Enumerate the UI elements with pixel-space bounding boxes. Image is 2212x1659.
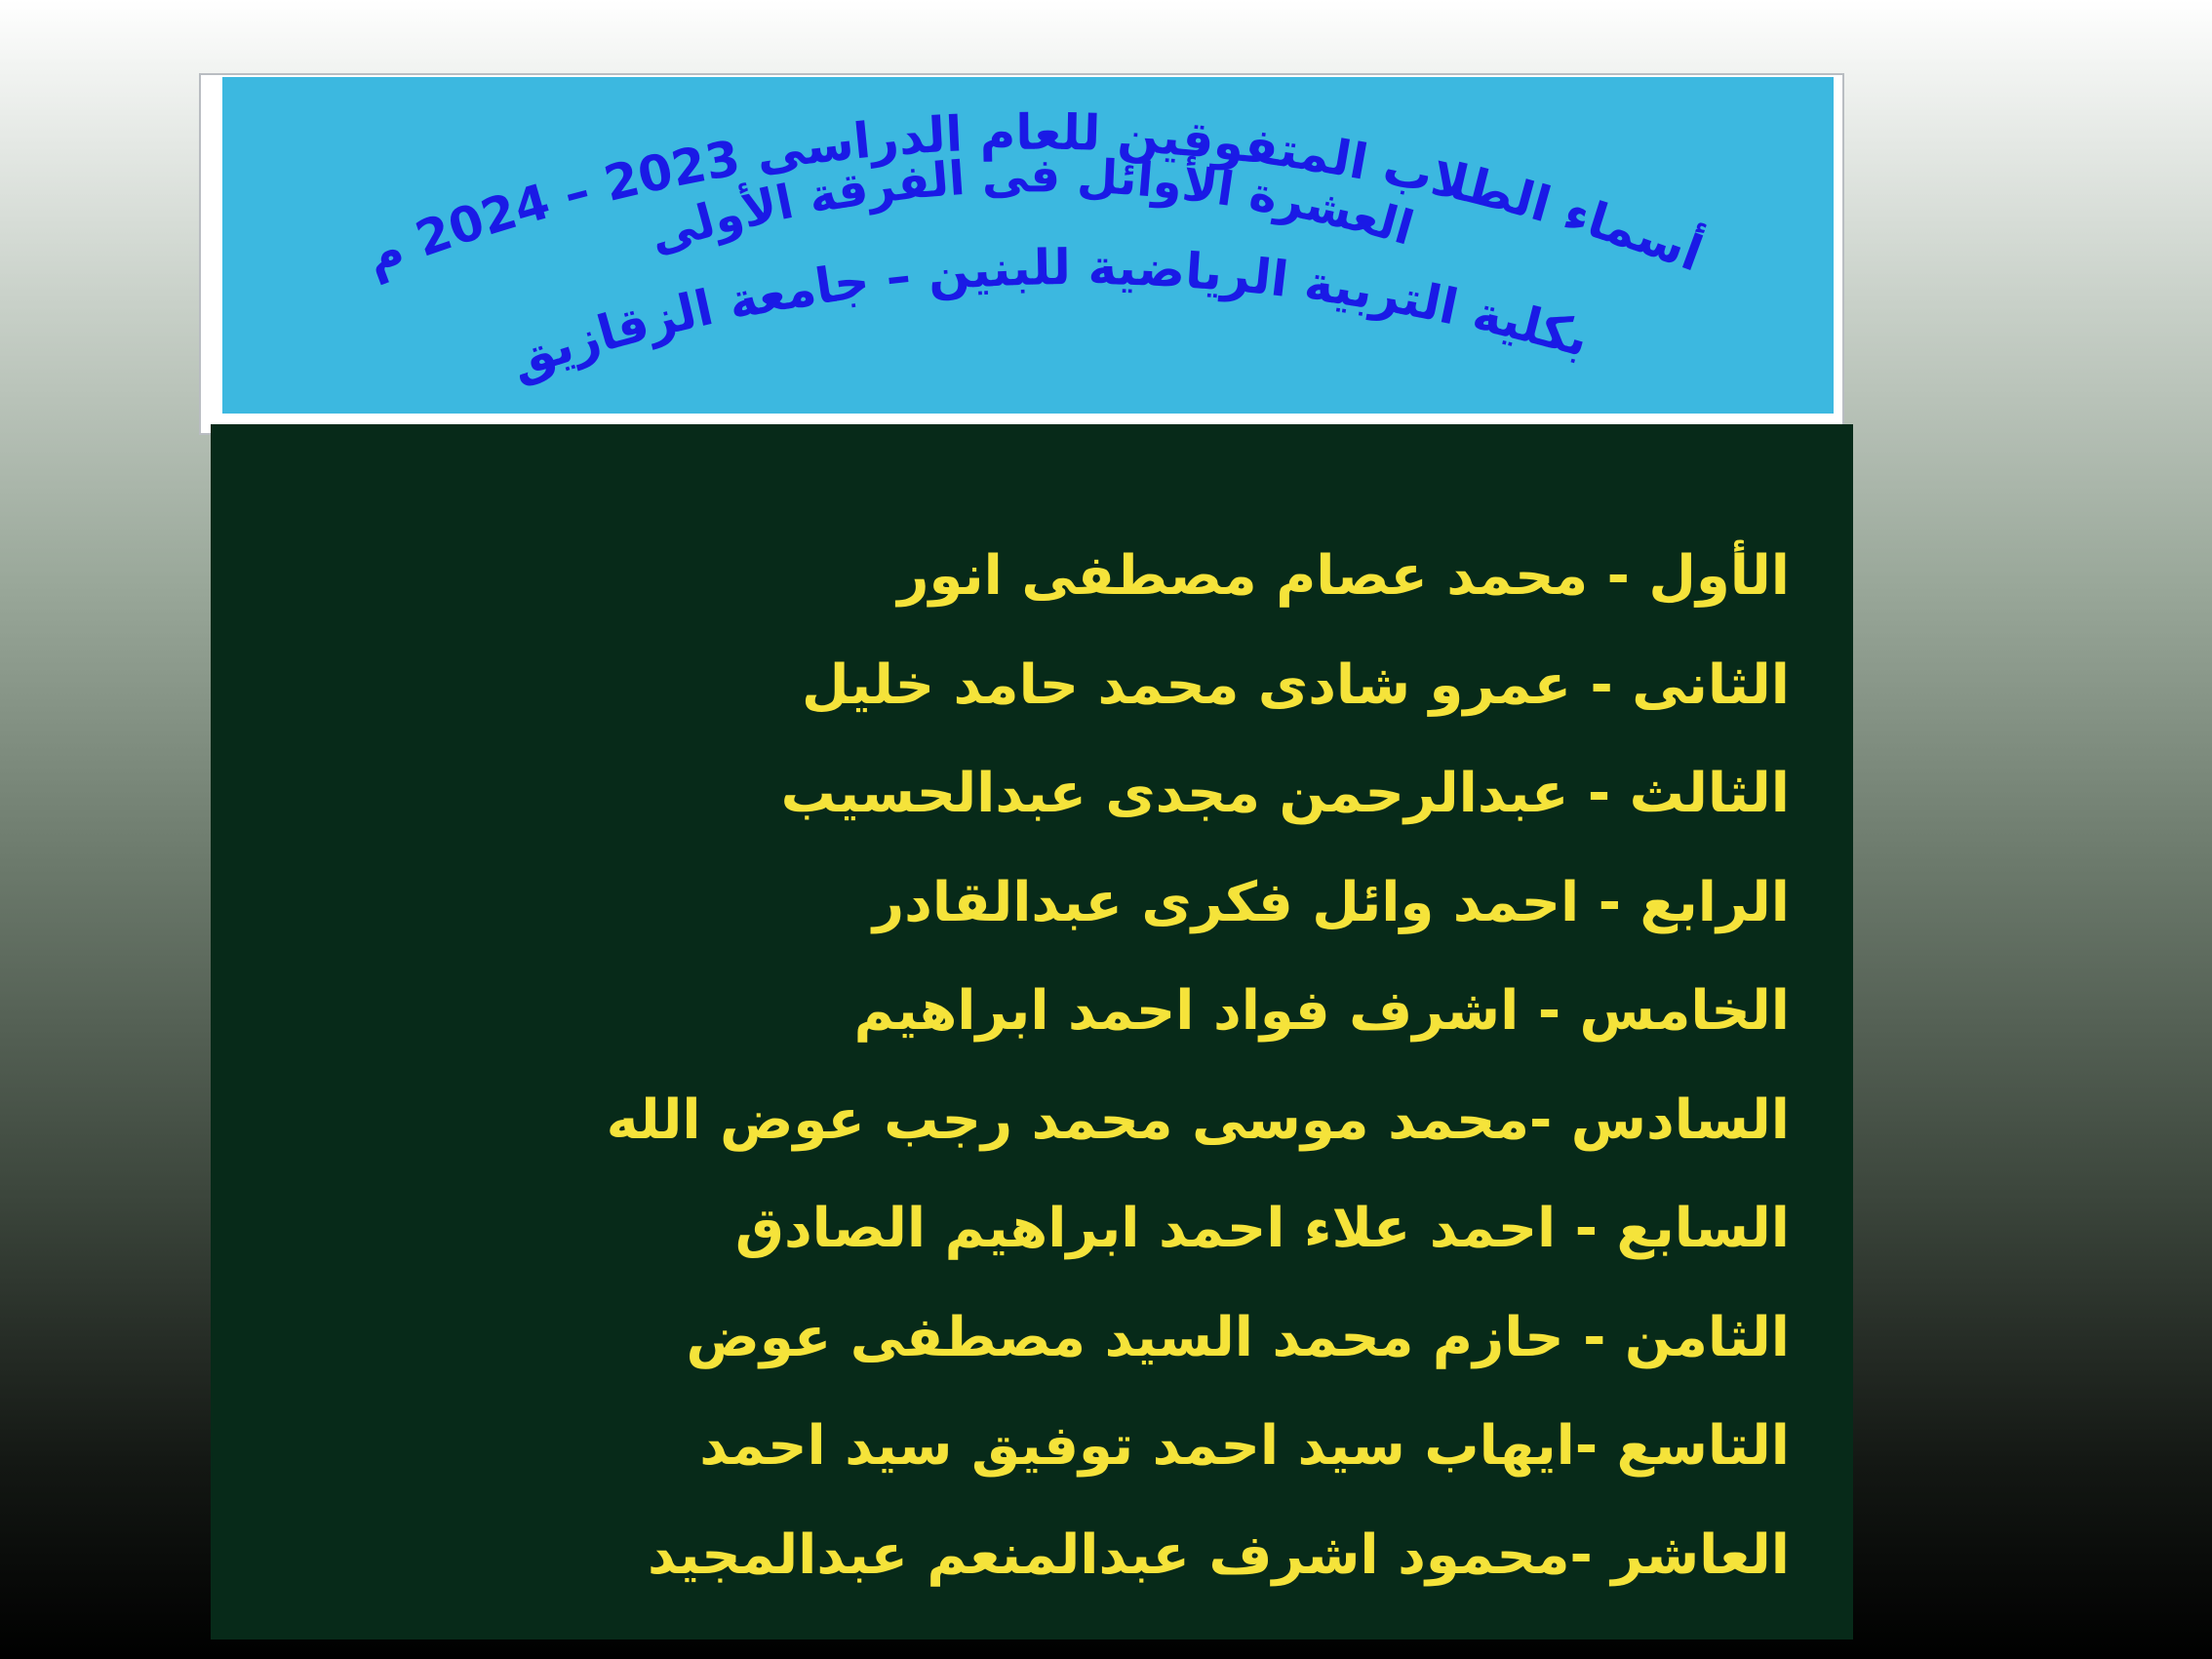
student-rank-5: الخامس - اشرف فواد احمد ابراهيم <box>853 979 1790 1043</box>
honor-list-panel <box>211 424 1853 1639</box>
title-line-2: العشرة الأوائل فى الفرقة الأولى <box>643 148 1420 264</box>
title-line-1: أسماء الطلاب المتفوقين للعام الدراسى 2023 – 2024 م <box>358 103 1710 287</box>
title-arc-graphic <box>222 77 1834 414</box>
title-banner <box>222 77 1834 414</box>
title-line-3: بكلية التربية الرياضية للبنين – جامعة الزقازيق <box>502 239 1596 390</box>
student-rank-10: العاشر -محمود اشرف عبدالمنعم عبدالمجيد <box>648 1522 1790 1587</box>
student-rank-8: الثامن - حازم محمد السيد مصطفى عوض <box>686 1305 1790 1369</box>
student-rank-9: التاسع -ايهاب سيد احمد توفيق سيد احمد <box>699 1414 1790 1478</box>
student-rank-4: الرابع - احمد وائل فكرى عبدالقادر <box>872 870 1790 934</box>
student-rank-7: السابع - احمد علاء احمد ابراهيم الصادق <box>734 1197 1790 1260</box>
student-rank-6: السادس -محمد موسى محمد رجب عوض الله <box>606 1087 1790 1152</box>
student-rank-2: الثانى - عمرو شادى محمد حامد خليل <box>801 652 1790 717</box>
student-rank-1: الأول - محمد عصام مصطفى انور <box>897 544 1790 608</box>
student-rank-3: الثالث - عبدالرحمن مجدى عبدالحسيب <box>780 762 1790 825</box>
student-list <box>268 522 1790 1609</box>
